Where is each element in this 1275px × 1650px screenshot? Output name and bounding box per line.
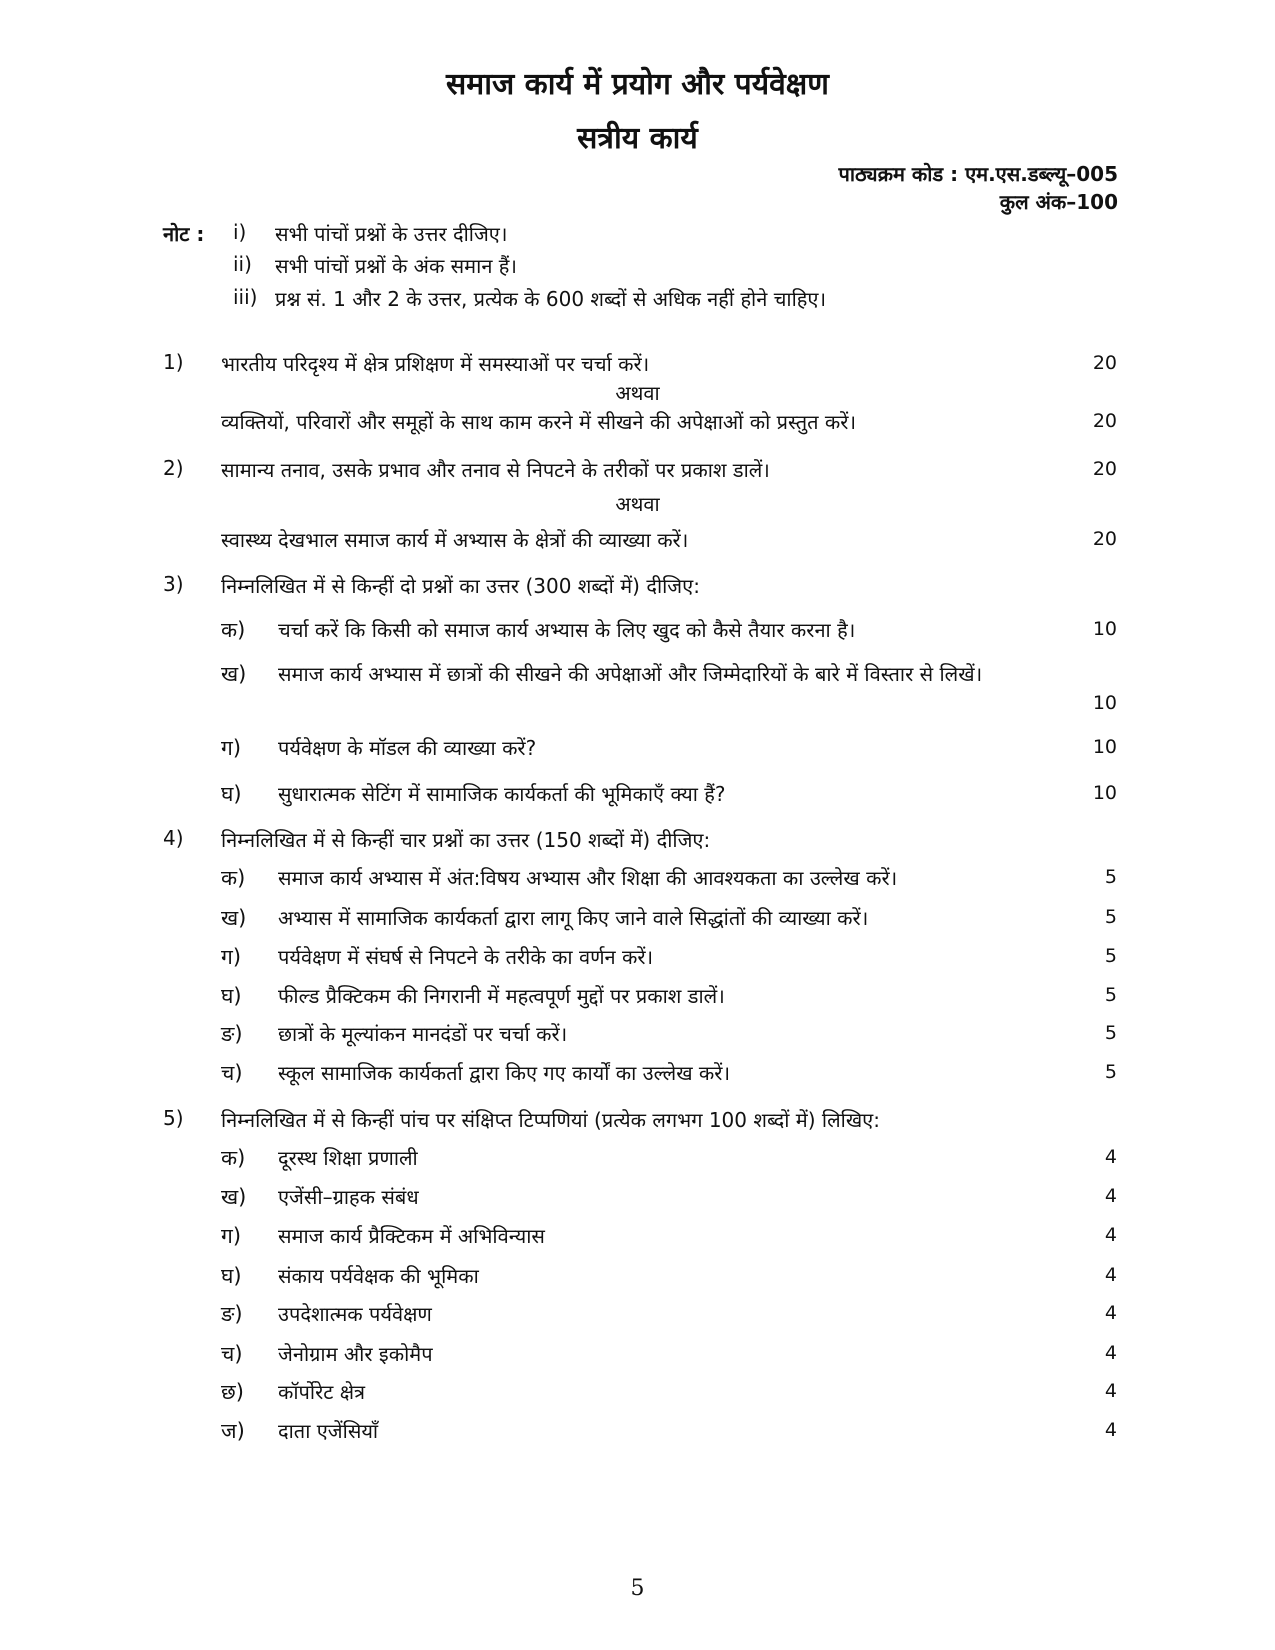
sub-question-marks: 4	[1104, 1419, 1117, 1441]
note-label: नोट :	[163, 222, 205, 246]
sub-question-label: ख)	[221, 1185, 247, 1209]
sub-question-marks: 5	[1104, 1022, 1117, 1044]
note-item-text: सभी पांचों प्रश्नों के उत्तर दीजिए।	[275, 222, 508, 246]
question-marks: 20	[1092, 352, 1117, 374]
question-number: 1)	[163, 350, 184, 374]
sub-question-label: क)	[221, 866, 246, 890]
note-item-text: सभी पांचों प्रश्नों के अंक समान हैं।	[275, 254, 517, 278]
sub-question-label: ग)	[221, 1224, 242, 1248]
sub-question-marks: 5	[1104, 1061, 1117, 1083]
sub-question-label: ङ)	[221, 1022, 243, 1046]
sub-question-text: समाज कार्य अभ्यास में अंत:विषय अभ्यास और शिक्षा की आवश्यकता का उल्लेख करें।	[278, 866, 898, 890]
sub-question-marks: 4	[1104, 1302, 1117, 1324]
note-item-number: i)	[233, 220, 247, 244]
question-text: भारतीय परिदृश्य में क्षेत्र प्रशिक्षण में समस्याओं पर चर्चा करें।	[221, 352, 650, 376]
question-intro: निम्नलिखित में से किन्हीं पांच पर संक्षिप्त टिप्पणियां (प्रत्येक लगभग 100 शब्दों में) लिखिए:	[221, 1108, 880, 1132]
sub-question-text: एजेंसी–ग्राहक संबंध	[278, 1185, 419, 1209]
sub-question-text: उपदेशात्मक पर्यवेक्षण	[278, 1302, 432, 1326]
sub-question-text: समाज कार्य अभ्यास में छात्रों की सीखने की अपेक्षाओं और जिम्मेदारियों के बारे में विस्तार से लिखें।	[278, 662, 983, 686]
or-separator: अथवा	[615, 381, 660, 405]
sub-question-label: च)	[221, 1342, 243, 1366]
sub-question-marks: 4	[1104, 1264, 1117, 1286]
sub-question-marks: 5	[1104, 945, 1117, 967]
question-intro: निम्नलिखित में से किन्हीं चार प्रश्नों का उत्तर (150 शब्दों में) दीजिए:	[221, 828, 711, 852]
course-code: पाठ्यक्रम कोड : एम.एस.डब्ल्यू–005	[838, 162, 1118, 186]
sub-question-label: ग)	[221, 945, 242, 969]
question-marks: 20	[1092, 528, 1117, 550]
question-text: व्यक्तियों, परिवारों और समूहों के साथ काम करने में सीखने की अपेक्षाओं को प्रस्तुत करें।	[221, 410, 857, 434]
sub-question-text: कॉर्पोरेट क्षेत्र	[278, 1380, 366, 1404]
sub-question-marks: 4	[1104, 1146, 1117, 1168]
sub-question-text: दूरस्थ शिक्षा प्रणाली	[278, 1146, 418, 1170]
sub-question-text: चर्चा करें कि किसी को समाज कार्य अभ्यास के लिए खुद को कैसे तैयार करना है।	[278, 618, 856, 642]
sub-question-marks: 4	[1104, 1380, 1117, 1402]
sub-question-marks: 10	[1092, 782, 1117, 804]
sub-question-text: अभ्यास में सामाजिक कार्यकर्ता द्वारा लागू किए जाने वाले सिद्धांतों की व्याख्या करें।	[278, 906, 869, 930]
question-number: 5)	[163, 1106, 184, 1130]
note-item-number: iii)	[233, 285, 258, 309]
sub-question-text: सुधारात्मक सेटिंग में सामाजिक कार्यकर्ता की भूमिकाएँ क्या हैं?	[278, 782, 726, 806]
document-subtitle: सत्रीय कार्य	[577, 121, 698, 156]
document-title: समाज कार्य में प्रयोग और पर्यवेक्षण	[445, 67, 830, 102]
sub-question-text: पर्यवेक्षण के मॉडल की व्याख्या करें?	[278, 736, 537, 760]
question-marks: 20	[1092, 458, 1117, 480]
sub-question-marks: 10	[1092, 736, 1117, 758]
sub-question-text: स्कूल सामाजिक कार्यकर्ता द्वारा किए गए कार्यों का उल्लेख करें।	[278, 1061, 731, 1085]
question-marks: 20	[1092, 410, 1117, 432]
sub-question-text: संकाय पर्यवेक्षक की भूमिका	[278, 1264, 479, 1288]
sub-question-label: ज)	[221, 1419, 245, 1443]
sub-question-text: दाता एजेंसियाँ	[278, 1419, 379, 1443]
sub-question-text: समाज कार्य प्रैक्टिकम में अभिविन्यास	[278, 1224, 545, 1248]
sub-question-label: छ)	[221, 1380, 244, 1404]
question-text: सामान्य तनाव, उसके प्रभाव और तनाव से निपटने के तरीकों पर प्रकाश डालें।	[221, 458, 770, 482]
question-number: 4)	[163, 826, 184, 850]
sub-question-marks: 10	[1092, 692, 1117, 714]
sub-question-text: पर्यवेक्षण में संघर्ष से निपटने के तरीके का वर्णन करें।	[278, 945, 654, 969]
sub-question-marks: 4	[1104, 1342, 1117, 1364]
sub-question-label: ख)	[221, 906, 247, 930]
sub-question-label: क)	[221, 1146, 246, 1170]
sub-question-text: जेनोग्राम और इकोमैप	[278, 1342, 433, 1366]
sub-question-marks: 4	[1104, 1224, 1117, 1246]
sub-question-marks: 5	[1104, 906, 1117, 928]
note-item-number: ii)	[233, 252, 252, 276]
question-intro: निम्नलिखित में से किन्हीं दो प्रश्नों का उत्तर (300 शब्दों में) दीजिए:	[221, 574, 700, 598]
sub-question-label: च)	[221, 1061, 243, 1085]
total-marks: कुल अंक–100	[999, 190, 1118, 214]
note-item-text: प्रश्न सं. 1 और 2 के उत्तर, प्रत्येक के 600 शब्दों से अधिक नहीं होने चाहिए।	[275, 287, 827, 311]
sub-question-label: ग)	[221, 736, 242, 760]
page-number: 5	[630, 1576, 645, 1601]
sub-question-marks: 4	[1104, 1185, 1117, 1207]
sub-question-label: घ)	[221, 1264, 242, 1288]
sub-question-label: ख)	[221, 662, 247, 686]
sub-question-text: छात्रों के मूल्यांकन मानदंडों पर चर्चा करें।	[278, 1022, 568, 1046]
sub-question-marks: 10	[1092, 618, 1117, 640]
sub-question-label: क)	[221, 618, 246, 642]
sub-question-marks: 5	[1104, 866, 1117, 888]
question-text: स्वास्थ्य देखभाल समाज कार्य में अभ्यास के क्षेत्रों की व्याख्या करें।	[221, 528, 689, 552]
sub-question-marks: 5	[1104, 984, 1117, 1006]
or-separator: अथवा	[615, 492, 660, 516]
sub-question-text: फील्ड प्रैक्टिकम की निगरानी में महत्वपूर्ण मुद्दों पर प्रकाश डालें।	[278, 984, 725, 1008]
sub-question-label: घ)	[221, 782, 242, 806]
question-number: 3)	[163, 572, 184, 596]
question-number: 2)	[163, 456, 184, 480]
sub-question-label: घ)	[221, 984, 242, 1008]
sub-question-label: ङ)	[221, 1302, 243, 1326]
